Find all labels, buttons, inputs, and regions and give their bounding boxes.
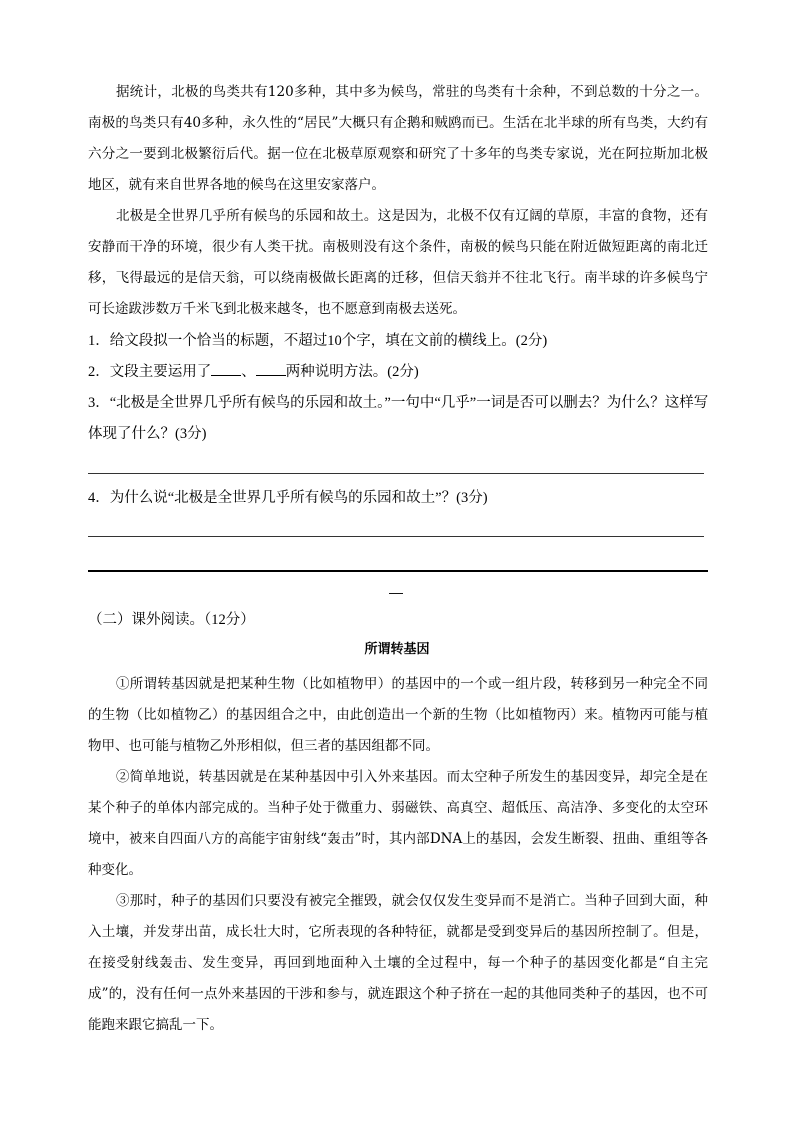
- passage2-paragraph-1: ①所谓转基因就是把某种生物（比如植物甲）的基因中的一个或一组片段，转移到另一种完全不同的生物（比如植物乙）的基因组合之中，由此创造出一个新的生物（比如植物丙）来。植物丙可能与植物甲、也可能与植物乙外形相似，但三者的基因组都不同。: [88, 676, 708, 754]
- answer-line-q4[interactable]: [88, 536, 704, 537]
- passage2-paragraph-3: ③那时，种子的基因们只要没有被完全摧毁，就会仅仅发生变异而不是消亡。当种子回到大面，种入土壤，并发芽出苗，成长壮大时，它所表现的各种特征，就都是受到变异后的基因所控制了。但是，在接受射线轰击、发生变异，再回到地面种入土壤的全过程中，每一个种子的基因变化都是“自主完成”的，没有任何一点外来基因的干涉和参与，就连跟这个种子挤在一起的其他同类种子的基因，也不可能跑来跟它搞乱一下。: [88, 893, 708, 1033]
- passage2-paragraph-2: ②简单地说，转基因就是在某种基因中引入外来基因。而太空种子所发生的基因变异，却完全是在某个种子的单体内部完成的。当种子处于微重力、弱磁铁、高真空、超低压、高洁净、多变化的太空环境中，被来自四面八方的高能宇宙射线“轰击”时，其内部DNA上的基因，会发生断裂、扭曲、重组等各种变化。: [88, 769, 708, 878]
- article-title: 所谓转基因: [364, 642, 430, 657]
- page-number: —: [389, 584, 403, 600]
- page-divider: [88, 570, 708, 572]
- section-heading: （二）课外阅读。（12分）: [88, 612, 255, 628]
- question-2: [88, 357, 713, 388]
- question-2-prefix: 2．文段主要运用了: [88, 364, 212, 380]
- question-3: 3．“北极是全世界几乎所有候鸟的乐园和故土。”一句中“几乎”一词是否可以删去？为什么？这样写体现了什么？(3分): [88, 395, 709, 442]
- answer-blank-2[interactable]: [256, 361, 286, 376]
- passage1-paragraph-1: 据统计，北极的鸟类共有120多种，其中多为候鸟，常驻的鸟类有十余种，不到总数的十分之一。南极的鸟类只有40多种，永久性的“居民”大概只有企鹅和贼鸥而已。生活在北半球的所有鸟类，大约有六分之一要到北极繁衍后代。据一位在北极草原观察和研究了十多年的鸟类专家说，光在阿拉斯加北极地区，就有来自世界各地的候鸟在这里安家落户。: [88, 84, 708, 193]
- question-2-suffix: 两种说明方法。(2分): [285, 364, 419, 380]
- question-2-separator: 、: [241, 364, 256, 380]
- question-4: 4．为什么说“北极是全世界几乎所有候鸟的乐园和故土”？(3分): [88, 490, 488, 506]
- answer-blank-1[interactable]: [211, 361, 241, 376]
- question-1: 1．给文段拟一个恰当的标题，不超过10个字，填在文前的横线上。(2分): [88, 333, 548, 349]
- passage1-paragraph-2: 北极是全世界几乎所有候鸟的乐园和故土。这是因为，北极不仅有辽阔的草原，丰富的食物，还有安静而干净的环境，很少有人类干扰。南极则没有这个条件，南极的候鸟只能在附近做短距离的南北迁移，飞得最远的是信天翁，可以绕南极做长距离的迁移，但信天翁并不往北飞行。南半球的许多候鸟宁可长途跋涉数万千米飞到北极来越冬，也不愿意到南极去送死。: [88, 208, 708, 317]
- answer-line-q3[interactable]: [88, 473, 704, 474]
